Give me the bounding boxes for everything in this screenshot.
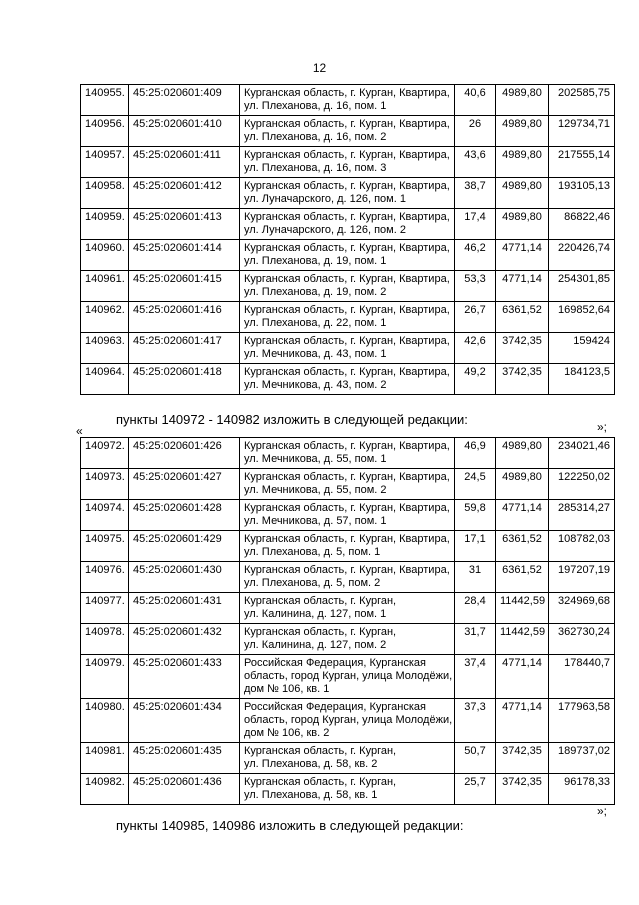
unit-price-cell: 11442,59	[496, 593, 549, 624]
address-line: ул. Луначарского, д. 126, пом. 1	[244, 193, 406, 205]
address-line: ул. Плеханова, д. 19, пом. 2	[244, 286, 387, 298]
table-row	[81, 743, 615, 774]
instruction-paragraph-2: пункты 140985, 140986 изложить в следующей редакции:	[116, 818, 464, 833]
item-number-cell: 140955.	[81, 85, 129, 116]
area-cell: 53,3	[455, 271, 496, 302]
cadastral-number-cell: 45:25:020601:427	[129, 469, 240, 500]
address-line: Российская Федерация, Курганская	[244, 701, 426, 713]
unit-price-cell: 4771,14	[496, 271, 549, 302]
area-cell: 37,4	[455, 655, 496, 699]
unit-price-cell: 6361,52	[496, 302, 549, 333]
address-cell	[240, 364, 455, 395]
item-number-cell: 140956.	[81, 116, 129, 147]
cadastral-number-cell: 45:25:020601:409	[129, 85, 240, 116]
unit-price-cell: 4989,80	[496, 178, 549, 209]
total-value-cell: 159424	[549, 333, 615, 364]
address-cell	[240, 271, 455, 302]
item-number-cell: 140976.	[81, 562, 129, 593]
total-value-cell: 197207,19	[549, 562, 615, 593]
address-cell	[240, 438, 455, 469]
table-row	[81, 178, 615, 209]
unit-price-cell: 6361,52	[496, 531, 549, 562]
total-value-cell: 189737,02	[549, 743, 615, 774]
table-row	[81, 699, 615, 743]
cadastral-number-cell: 45:25:020601:412	[129, 178, 240, 209]
address-cell	[240, 178, 455, 209]
area-cell: 24,5	[455, 469, 496, 500]
address-line: Курганская область, г. Курган,	[244, 626, 397, 638]
address-line: Курганская область, г. Курган, Квартира,	[244, 273, 450, 285]
area-cell: 28,4	[455, 593, 496, 624]
cadastral-number-cell: 45:25:020601:414	[129, 240, 240, 271]
unit-price-cell: 6361,52	[496, 562, 549, 593]
cadastral-number-cell: 45:25:020601:416	[129, 302, 240, 333]
area-cell: 26	[455, 116, 496, 147]
unit-price-cell: 4989,80	[496, 209, 549, 240]
table-row	[81, 85, 615, 116]
unit-price-cell: 4989,80	[496, 85, 549, 116]
table-row	[81, 593, 615, 624]
table-row	[81, 531, 615, 562]
unit-price-cell: 4989,80	[496, 469, 549, 500]
unit-price-cell: 4771,14	[496, 699, 549, 743]
address-cell	[240, 562, 455, 593]
total-value-cell: 285314,27	[549, 500, 615, 531]
unit-price-cell: 3742,35	[496, 364, 549, 395]
total-value-cell: 202585,75	[549, 85, 615, 116]
address-line: ул. Плеханова, д. 58, кв. 1	[244, 789, 378, 801]
address-line: дом № 106, кв. 2	[244, 727, 330, 739]
total-value-cell: 220426,74	[549, 240, 615, 271]
unit-price-cell: 4989,80	[496, 116, 549, 147]
address-line: дом № 106, кв. 1	[244, 683, 330, 695]
address-cell	[240, 699, 455, 743]
unit-price-cell: 3742,35	[496, 743, 549, 774]
unit-price-cell: 4989,80	[496, 438, 549, 469]
table-row	[81, 116, 615, 147]
item-number-cell: 140958.	[81, 178, 129, 209]
area-cell: 43,6	[455, 147, 496, 178]
cadastral-number-cell: 45:25:020601:433	[129, 655, 240, 699]
unit-price-cell: 3742,35	[496, 333, 549, 364]
item-number-cell: 140963.	[81, 333, 129, 364]
cadastral-number-cell: 45:25:020601:434	[129, 699, 240, 743]
item-number-cell: 140957.	[81, 147, 129, 178]
area-cell: 31,7	[455, 624, 496, 655]
address-line: Курганская область, г. Курган, Квартира,	[244, 87, 450, 99]
address-line: ул. Мечникова, д. 55, пом. 2	[244, 484, 387, 496]
table-row	[81, 302, 615, 333]
total-value-cell: 178440,7	[549, 655, 615, 699]
address-cell	[240, 147, 455, 178]
address-line: ул. Плеханова, д. 16, пом. 3	[244, 162, 387, 174]
table-row	[81, 438, 615, 469]
area-cell: 37,3	[455, 699, 496, 743]
address-line: ул. Мечникова, д. 55, пом. 1	[244, 453, 387, 465]
address-line: ул. Плеханова, д. 16, пом. 2	[244, 131, 387, 143]
unit-price-cell: 11442,59	[496, 624, 549, 655]
total-value-cell: 184123,5	[549, 364, 615, 395]
address-line: ул. Мечникова, д. 43, пом. 2	[244, 379, 387, 391]
address-line: Курганская область, г. Курган,	[244, 745, 397, 757]
table-row	[81, 655, 615, 699]
cadastral-number-cell: 45:25:020601:411	[129, 147, 240, 178]
address-cell	[240, 624, 455, 655]
address-line: Курганская область, г. Курган, Квартира,	[244, 242, 450, 254]
cadastral-number-cell: 45:25:020601:413	[129, 209, 240, 240]
address-line: ул. Калинина, д. 127, пом. 2	[244, 639, 387, 651]
address-line: Курганская область, г. Курган,	[244, 595, 397, 607]
address-line: ул. Плеханова, д. 22, пом. 1	[244, 317, 387, 329]
unit-price-cell: 4771,14	[496, 240, 549, 271]
table-row	[81, 240, 615, 271]
item-number-cell: 140960.	[81, 240, 129, 271]
address-line: Курганская область, г. Курган, Квартира,	[244, 180, 450, 192]
address-line: Курганская область, г. Курган, Квартира,	[244, 335, 450, 347]
cadastral-number-cell: 45:25:020601:428	[129, 500, 240, 531]
address-line: область, город Курган, улица Молодёжи,	[244, 714, 453, 726]
table-row	[81, 271, 615, 302]
table-row	[81, 774, 615, 805]
total-value-cell: 254301,85	[549, 271, 615, 302]
item-number-cell: 140972.	[81, 438, 129, 469]
property-table-2	[80, 437, 615, 805]
cadastral-number-cell: 45:25:020601:410	[129, 116, 240, 147]
address-line: область, город Курган, улица Молодёжи,	[244, 670, 453, 682]
address-cell	[240, 333, 455, 364]
cadastral-number-cell: 45:25:020601:417	[129, 333, 240, 364]
address-line: ул. Плеханова, д. 5, пом. 2	[244, 577, 381, 589]
table-row	[81, 624, 615, 655]
item-number-cell: 140975.	[81, 531, 129, 562]
table1-closing-quote: »;	[597, 420, 608, 434]
total-value-cell: 177963,58	[549, 699, 615, 743]
unit-price-cell: 4771,14	[496, 500, 549, 531]
instruction-paragraph-1: пункты 140972 - 140982 изложить в следующей редакции:	[116, 412, 468, 427]
item-number-cell: 140978.	[81, 624, 129, 655]
cadastral-number-cell: 45:25:020601:435	[129, 743, 240, 774]
area-cell: 46,9	[455, 438, 496, 469]
address-cell	[240, 531, 455, 562]
property-table-1	[80, 84, 615, 395]
address-line: Курганская область, г. Курган, Квартира,	[244, 211, 450, 223]
cadastral-number-cell: 45:25:020601:430	[129, 562, 240, 593]
item-number-cell: 140980.	[81, 699, 129, 743]
address-line: Российская Федерация, Курганская	[244, 657, 426, 669]
address-line: Курганская область, г. Курган, Квартира,	[244, 304, 450, 316]
address-line: Курганская область, г. Курган, Квартира,	[244, 149, 450, 161]
total-value-cell: 108782,03	[549, 531, 615, 562]
address-line: Курганская область, г. Курган, Квартира,	[244, 440, 450, 452]
address-line: ул. Калинина, д. 127, пом. 1	[244, 608, 387, 620]
area-cell: 59,8	[455, 500, 496, 531]
table-row	[81, 209, 615, 240]
total-value-cell: 234021,46	[549, 438, 615, 469]
address-line: ул. Мечникова, д. 43, пом. 1	[244, 348, 387, 360]
address-cell	[240, 774, 455, 805]
table2-closing-quote: »;	[597, 804, 608, 818]
total-value-cell: 86822,46	[549, 209, 615, 240]
item-number-cell: 140977.	[81, 593, 129, 624]
address-line: Курганская область, г. Курган, Квартира,	[244, 471, 450, 483]
total-value-cell: 129734,71	[549, 116, 615, 147]
cadastral-number-cell: 45:25:020601:426	[129, 438, 240, 469]
address-cell	[240, 85, 455, 116]
area-cell: 31	[455, 562, 496, 593]
table-row	[81, 469, 615, 500]
area-cell: 49,2	[455, 364, 496, 395]
table-row	[81, 333, 615, 364]
cadastral-number-cell: 45:25:020601:415	[129, 271, 240, 302]
area-cell: 38,7	[455, 178, 496, 209]
cadastral-number-cell: 45:25:020601:432	[129, 624, 240, 655]
address-cell	[240, 209, 455, 240]
area-cell: 46,2	[455, 240, 496, 271]
cadastral-number-cell: 45:25:020601:418	[129, 364, 240, 395]
address-line: Курганская область, г. Курган, Квартира,	[244, 118, 450, 130]
area-cell: 25,7	[455, 774, 496, 805]
area-cell: 17,4	[455, 209, 496, 240]
item-number-cell: 140962.	[81, 302, 129, 333]
address-cell	[240, 240, 455, 271]
address-line: ул. Плеханова, д. 19, пом. 1	[244, 255, 387, 267]
total-value-cell: 362730,24	[549, 624, 615, 655]
address-line: ул. Плеханова, д. 5, пом. 1	[244, 546, 381, 558]
address-cell	[240, 302, 455, 333]
area-cell: 40,6	[455, 85, 496, 116]
area-cell: 50,7	[455, 743, 496, 774]
page-number: 12	[312, 61, 327, 75]
address-cell	[240, 655, 455, 699]
cadastral-number-cell: 45:25:020601:436	[129, 774, 240, 805]
table-row	[81, 500, 615, 531]
table-row	[81, 147, 615, 178]
item-number-cell: 140964.	[81, 364, 129, 395]
address-line: Курганская область, г. Курган, Квартира,	[244, 533, 450, 545]
address-line: ул. Луначарского, д. 126, пом. 2	[244, 224, 406, 236]
address-line: ул. Плеханова, д. 16, пом. 1	[244, 100, 387, 112]
item-number-cell: 140973.	[81, 469, 129, 500]
item-number-cell: 140982.	[81, 774, 129, 805]
area-cell: 17,1	[455, 531, 496, 562]
item-number-cell: 140961.	[81, 271, 129, 302]
unit-price-cell: 3742,35	[496, 774, 549, 805]
address-cell	[240, 116, 455, 147]
total-value-cell: 193105,13	[549, 178, 615, 209]
table-row	[81, 364, 615, 395]
address-line: Курганская область, г. Курган, Квартира,	[244, 366, 450, 378]
total-value-cell: 217555,14	[549, 147, 615, 178]
total-value-cell: 324969,68	[549, 593, 615, 624]
item-number-cell: 140979.	[81, 655, 129, 699]
item-number-cell: 140959.	[81, 209, 129, 240]
cadastral-number-cell: 45:25:020601:429	[129, 531, 240, 562]
address-line: ул. Мечникова, д. 57, пом. 1	[244, 515, 387, 527]
address-cell	[240, 469, 455, 500]
address-line: Курганская область, г. Курган, Квартира,	[244, 564, 450, 576]
item-number-cell: 140974.	[81, 500, 129, 531]
area-cell: 26,7	[455, 302, 496, 333]
total-value-cell: 169852,64	[549, 302, 615, 333]
total-value-cell: 96178,33	[549, 774, 615, 805]
address-cell	[240, 743, 455, 774]
unit-price-cell: 4989,80	[496, 147, 549, 178]
opening-quote: «	[76, 424, 83, 438]
area-cell: 42,6	[455, 333, 496, 364]
address-cell	[240, 500, 455, 531]
address-cell	[240, 593, 455, 624]
unit-price-cell: 4771,14	[496, 655, 549, 699]
address-line: Курганская область, г. Курган, Квартира,	[244, 502, 450, 514]
table-row	[81, 562, 615, 593]
cadastral-number-cell: 45:25:020601:431	[129, 593, 240, 624]
address-line: ул. Плеханова, д. 58, кв. 2	[244, 758, 378, 770]
total-value-cell: 122250,02	[549, 469, 615, 500]
item-number-cell: 140981.	[81, 743, 129, 774]
address-line: Курганская область, г. Курган,	[244, 776, 397, 788]
